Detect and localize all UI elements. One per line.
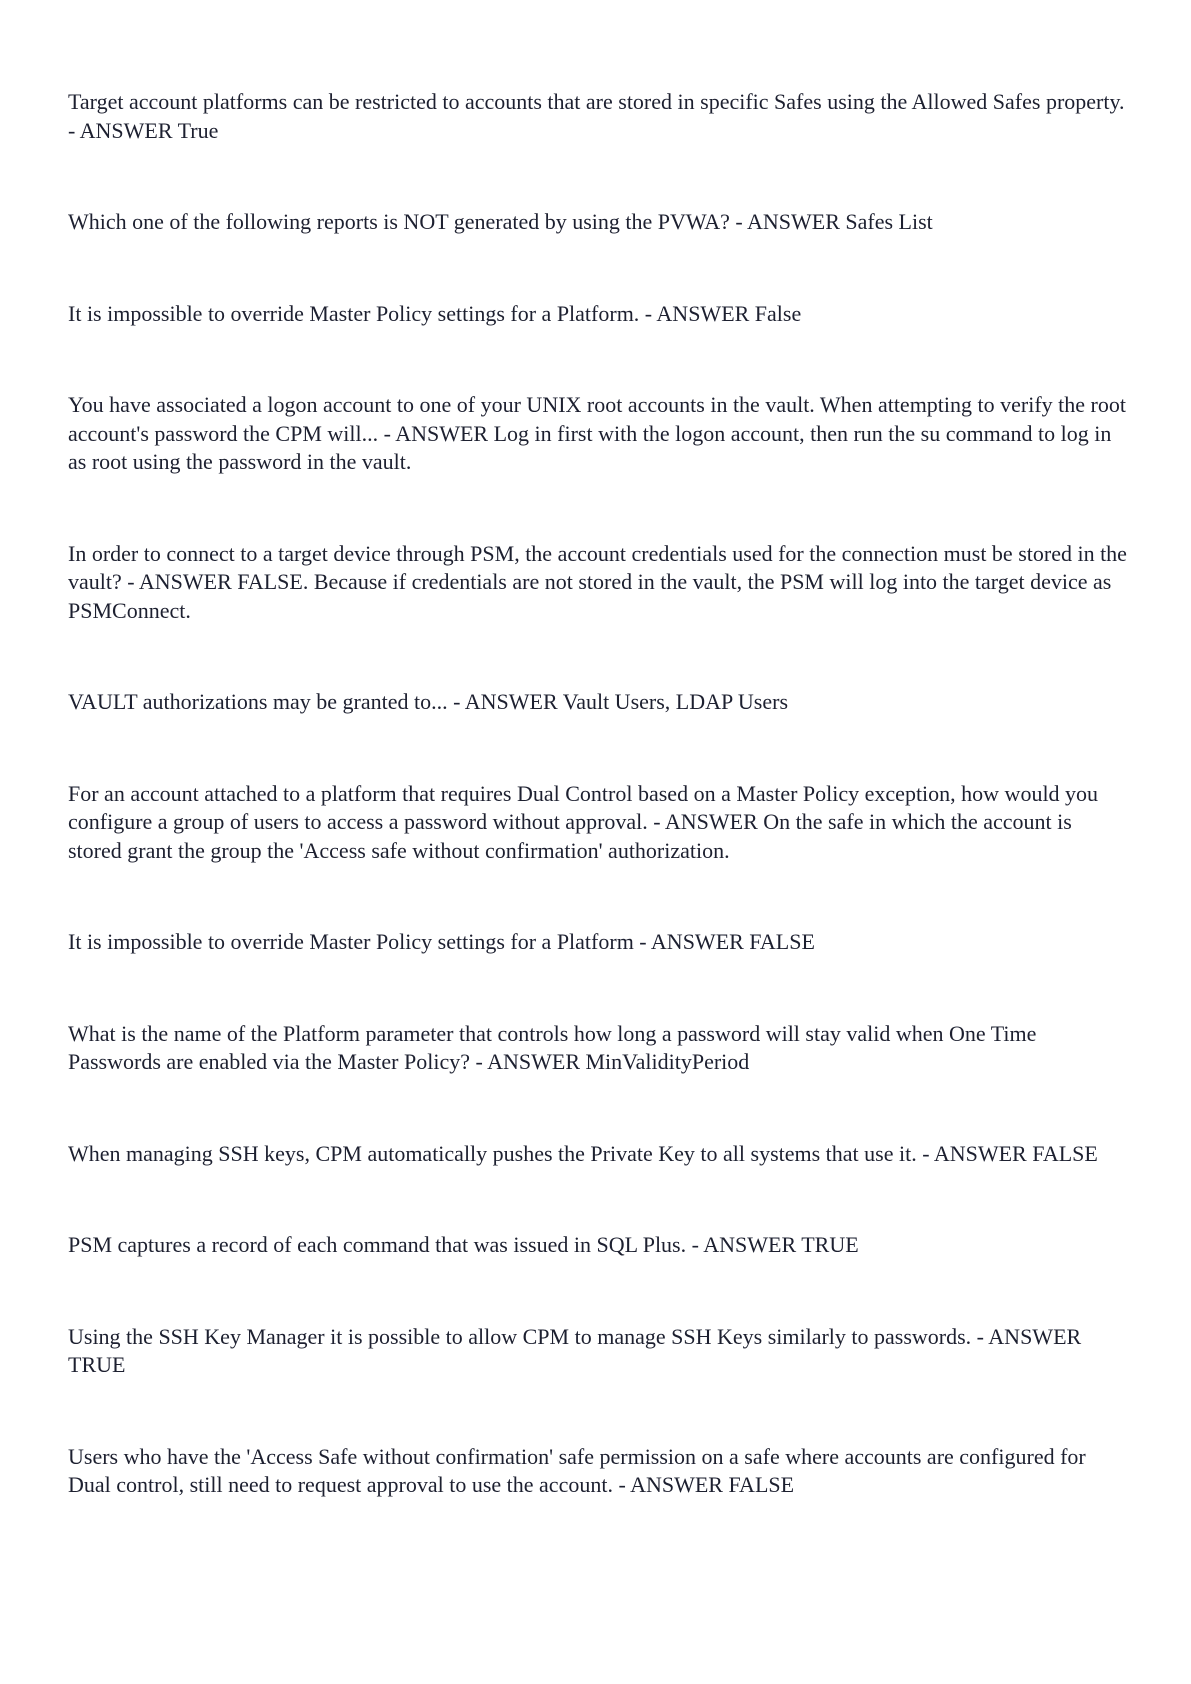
qa-item: When managing SSH keys, CPM automatically pushes the Private Key to all systems that use it. - ANSWER FALSE <box>68 1140 1098 1166</box>
qa-item: It is impossible to override Master Policy settings for a Platform. - ANSWER False <box>68 300 802 326</box>
qa-item: Target account platforms can be restricted to accounts that are stored in specific Safes using the Allowed Safes property. - ANSWER True <box>68 89 1125 143</box>
qa-item: Using the SSH Key Manager it is possible to allow CPM to manage SSH Keys similarly to passwords. - ANSWER TRUE <box>68 1323 1082 1377</box>
qa-item: Users who have the 'Access Safe without confirmation' safe permission on a safe where accounts are configured for Dual control, still need to request approval to use the account. - ANSWER FALSE <box>68 1443 1086 1497</box>
qa-item: What is the name of the Platform parameter that controls how long a password will stay valid when One Time Passwords are enabled via the Master Policy? - ANSWER MinValidityPeriod <box>68 1020 1037 1074</box>
qa-item: In order to connect to a target device through PSM, the account credentials used for the connection must be stored in the vault? - ANSWER FALSE. Because if credentials are not stored in the vault, the PSM will log into the target device as PSMConnect. <box>68 540 1127 623</box>
qa-item: VAULT authorizations may be granted to... - ANSWER Vault Users, LDAP Users <box>68 689 789 714</box>
qa-list <box>68 88 1128 1563</box>
qa-item: Which one of the following reports is NOT generated by using the PVWA? - ANSWER Safes List <box>68 209 933 234</box>
qa-item: You have associated a logon account to one of your UNIX root accounts in the vault. When attempting to verify the root account's password the CPM will... - ANSWER Log in first with the logon account, then run the su command to log in as root using the password in the vault. <box>68 392 1126 474</box>
qa-item: It is impossible to override Master Policy settings for a Platform - ANSWER FALSE <box>68 929 815 954</box>
qa-item: For an account attached to a platform that requires Dual Control based on a Master Policy exception, how would you configure a group of users to access a password without approval. - ANSWER On the safe in which the account is stored grant the group the 'Access safe without confirmation' authorization. <box>68 780 1099 863</box>
qa-item: PSM captures a record of each command that was issued in SQL Plus. - ANSWER TRUE <box>68 1232 859 1257</box>
